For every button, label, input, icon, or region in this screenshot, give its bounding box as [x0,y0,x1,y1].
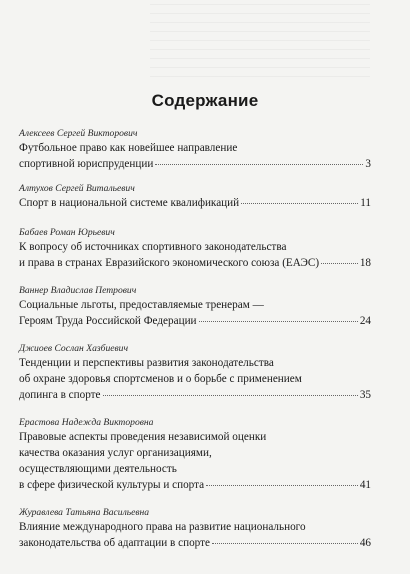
entry-title-last-line [19,477,371,493]
dot-leader [199,321,358,322]
entry-page-number: 18 [359,257,371,269]
entry-author: Бабаев Роман Юрьевич [19,227,115,238]
bleed-through-texture [150,4,370,82]
toc-entry [19,417,371,493]
entry-title-line: Футбольное право как новейшее направление [19,142,238,154]
entry-author: Журавлева Татьяна Васильевна [19,507,150,518]
entry-page-number: 11 [360,197,371,209]
toc-entry [19,227,371,271]
toc-title: Содержание [151,91,259,110]
toc-entry [19,343,371,403]
entry-page-number: 24 [359,315,371,327]
toc-entry [19,507,371,551]
dot-leader [321,263,358,264]
entry-page-number: 46 [359,537,371,549]
entry-title-line: Социальные льготы, предоставляемые тренерам — [19,299,264,311]
entry-title-line: об охране здоровья спортсменов и о борьбе с применением [19,373,302,385]
entry-title-line: и права в странах Евразийского экономического союза (ЕАЭС) [19,257,320,269]
entry-title-line: спортивной юриспруденции [19,158,154,170]
entry-title-line: законодательства об адаптации в спорте [19,537,210,549]
entry-author: Ваннер Владислав Петрович [19,285,137,296]
entry-title-last-line [19,255,371,271]
entry-title-last-line [19,195,371,211]
entry-title-line: осуществляющими деятельность [19,463,177,475]
entry-title-line: К вопросу об источниках спортивного законодательства [19,241,287,253]
entry-title-line: Тенденции и перспективы развития законодательства [19,357,274,369]
entry-title-last-line [19,156,371,172]
entry-author: Алтухов Сергей Витальевич [19,183,135,194]
entry-title-line: Влияние международного права на развитие национального [19,521,306,533]
toc-entry [19,285,371,329]
entry-page-number: 41 [359,479,371,491]
entry-title-line: Правовые аспекты проведения независимой оценки [19,431,267,443]
entry-author: Ерастова Надежда Викторовна [19,417,154,428]
entry-title-line: Героям Труда Российской Федерации [19,315,197,327]
entry-page-number: 3 [365,158,371,170]
entry-title-last-line [19,535,371,551]
entry-title-line: Спорт в национальной системе квалификаций [19,197,240,209]
entry-title-line: в сфере физической культуры и спорта [19,479,205,491]
dot-leader [212,543,358,544]
dot-leader [155,164,363,165]
entry-page-number: 35 [359,389,371,401]
entry-author: Джиоев Сослан Хазбиевич [19,343,129,354]
toc-entry [19,183,371,211]
entry-author: Алексеев Сергей Викторович [19,128,138,139]
entry-title-line: качества оказания услуг организациями, [19,447,212,459]
entry-title-line: допинга в спорте [19,389,101,401]
dot-leader [103,395,358,396]
entry-title-last-line [19,313,371,329]
toc-entry [19,128,371,172]
dot-leader [241,203,358,204]
dot-leader [206,485,358,486]
entry-title-last-line [19,387,371,403]
